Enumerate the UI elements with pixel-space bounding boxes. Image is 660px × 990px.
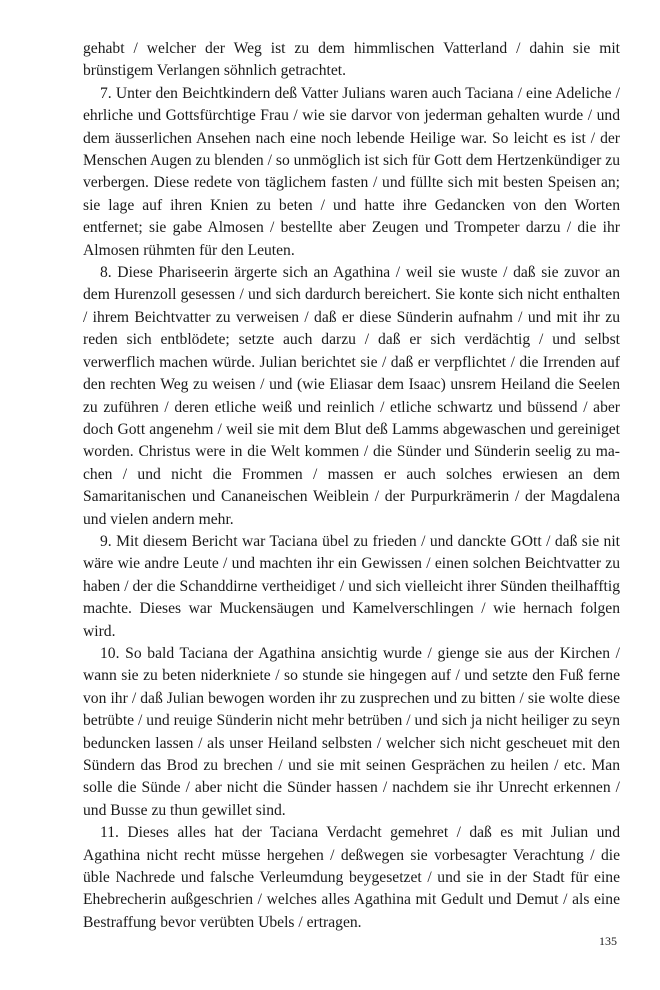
paragraph-8: 8. Diese Phariseerin ärgerte sich an Agathina / weil sie wuste / daß sie zuvor an dem Hurenzoll gesessen / und sich dardurch bereichert. Sie konte sich nicht enthalten / ihrem Beichtvatter zu verweisen / daß er diese Sünderin aufnahm / und mit ihr zu reden sich entblödete; setzte auch darzu / daß er sich verdächtig / und selbst verwerflich machen würde. Julian berichtet sie / daß er verpflichtet / die Irrenden auf den rechten Weg zu weisen / und (wie Eliasar dem Isaac) unsrem Heiland die Seelen zu zuführen / deren etliche weiß und reinlich / etliche schwartz und büssend / aber doch Gott angenehm / weil sie mit dem Blut deß Lamms abgewaschen und gereiniget worden. Christus were in die Welt kommen / die Sünder und Sünderin seelig zu machen / und nicht die Frommen / massen er auch solches erwiesen an dem Samaritanischen und Cananeischen Weiblein / der Purpurkrämerin / der Magdalena und vielen andern mehr. bbox=[83, 264, 620, 528]
paragraph-10: 10. So bald Taciana der Agathina ansichtig wurde / gienge sie aus der Kirchen / wann sie zu beten niderkniete / so stunde sie hingegen auf / und setzte den Fuß ferne von ihr / daß Julian bewogen worden ihr zu zusprechen und zu bitten / sie wolte diese betrübte / und reuige Sünderin nicht mehr betrüben / und sich ja nicht heiliger zu seyn beduncken lassen / als unser Heiland selbsten / welcher sich nicht gescheuet mit den Sündern das Brod zu brechen / und sie mit seinen Gesprächen zu heilen / etc. Man solle die Sünde / aber nicht die Sünder hassen / nachdem sie ihr Unrecht erkennen / und Busse zu thun gewillet sind. bbox=[83, 644, 620, 819]
paragraph-9: 9. Mit diesem Bericht war Taciana übel zu frieden / und danckte GOtt / daß sie nit wäre wie andre Leute / und machten ihr ein Gewissen / einen solchen Beichtvatter zu haben / der die Schanddirne vertheidiget / und sich vielleicht ihrer Sünden theilhafftig machte. Dieses war Muckensäugen und Kamelverschlingen / wie hernach folgen wird. bbox=[83, 532, 620, 640]
page-number: 135 bbox=[599, 934, 617, 948]
paragraph-7: 7. Unter den Beichtkindern deß Vatter Julians waren auch Taciana / eine Adeliche / ehrliche und Gottsfürchtige Frau / wie sie darvor von jederman gehalten wurde / und dem äusserlichen Ansehen nach eine noch lebende Heilige war. So leicht es ist / der Menschen Augen zu blenden / so unmöglich ist sich für Gott dem Hertzenkündiger zu verbergen. Diese redete von täglichem fasten / und füllte sich mit besten Speisen an; sie lage auf ihren Knien zu beten / und hatte ihre Gedancken von den Worten entfernet; sie gabe Almosen / bestellte aber Zeugen und Trompeter darzu / die ihr Almosen rühmten für den Leuten. bbox=[83, 84, 620, 259]
paragraph-11: 11. Dieses alles hat der Taciana Verdacht gemehret / daß es mit Julian und Agathina nicht recht müsse hergehen / deßwegen sie vorbesagter Verachtung / die üble Nachrede und falsche Verleumdung beygesetzet / und sie in der Stadt für eine Ehebrecherin außgeschrien / welches alles Agathina mit Gedult und Demut / als eine Bestraffung bevor verübten Ubels / ertragen. bbox=[83, 824, 620, 931]
paragraph-continuation: gehabt / welcher der Weg ist zu dem himmlischen Vatterland / dahin sie mit brünstigem Verlangen söhnlich getrachtet. bbox=[83, 40, 620, 80]
body-text bbox=[83, 38, 620, 934]
